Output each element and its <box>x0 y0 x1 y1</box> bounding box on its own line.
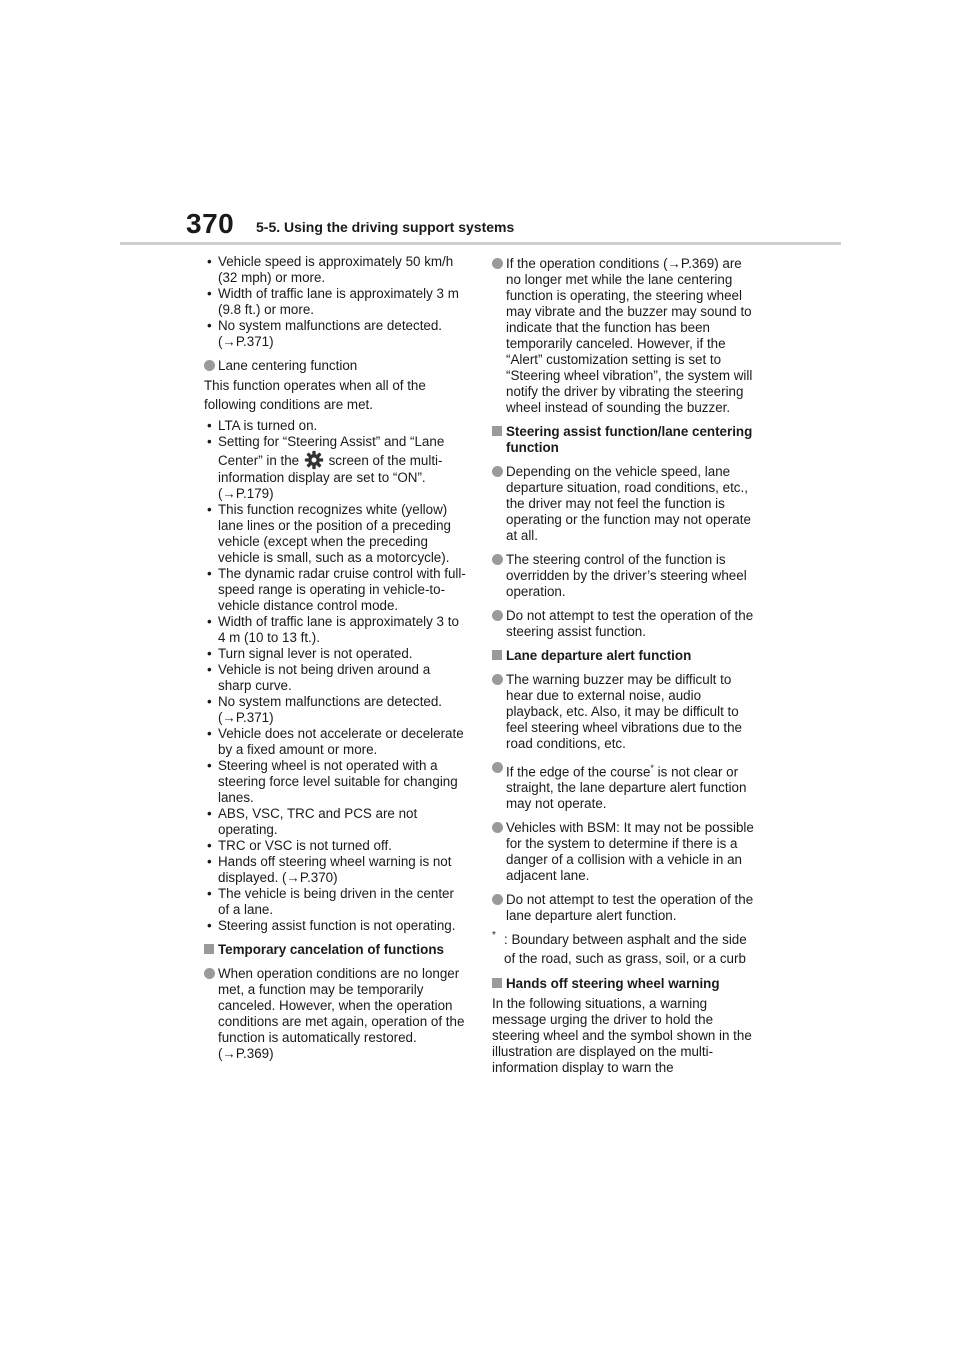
steering-assist-heading: Steering assist function/lane centering function <box>492 424 754 456</box>
operation-conditions-note: If the operation conditions (→P.369) are no longer met while the lane centering function is operating, the steering wheel may vibrate and the buzzer may sound to indicate that the function has been temporarily canceled. However, if the “Alert” customization setting is set to “Steering wheel vibration”, the system will notify the driver by vibrating the steering wheel instead of sounding the buzzer. <box>492 256 754 416</box>
list-item: • Width of traffic lane is approximately 3 m (9.8 ft.) or more. <box>204 286 466 318</box>
list-item: • Vehicle does not accelerate or decelerate by a fixed amount or more. <box>204 726 466 758</box>
list-item: • Steering wheel is not operated with a steering force level suitable for changing lanes. <box>204 758 466 806</box>
lane-centering-heading: Lane centering function <box>204 358 466 374</box>
list-item: • The vehicle is being driven in the center of a lane. <box>204 886 466 918</box>
list-item: • Steering assist function is not operating. <box>204 918 466 934</box>
note-text-start: If the edge of the course <box>506 764 651 780</box>
list-item: • LTA is turned on. <box>204 418 466 434</box>
page-number: 370 <box>186 208 235 239</box>
lane-departure-note: Vehicles with BSM: It may not be possible for the system to determine if there is a danger of a collision with a vehicle in an adjacent lane. <box>492 820 754 884</box>
lane-departure-note: Do not attempt to test the operation of the lane departure alert function. <box>492 892 754 924</box>
left-column <box>204 254 466 1062</box>
list-item: • Turn signal lever is not operated. <box>204 646 466 662</box>
footnote <box>492 930 754 968</box>
hands-off-heading: Hands off steering wheel warning <box>492 976 754 992</box>
steering-note: Do not attempt to test the operation of the steering assist function. <box>492 608 754 640</box>
right-column <box>492 254 754 1076</box>
temp-cancel-text: When operation conditions are no longer met, a function may be temporarily canceled. However, when the operation conditions are met again, operation of the function is automatically restored. (→P.369) <box>204 966 466 1062</box>
list-item: • No system malfunctions are detected. (→P.371) <box>204 318 466 350</box>
footnote-text: : Boundary between asphalt and the side of the road, such as grass, soil, or a curb <box>504 932 747 967</box>
lane-departure-note: The warning buzzer may be difficult to hear due to external noise, audio playback, etc. Also, it may be difficult to feel steering wheel vibrations due to the road conditions, etc. <box>492 672 754 752</box>
steering-note: The steering control of the function is overridden by the driver’s steering wheel operation. <box>492 552 754 600</box>
list-item: • No system malfunctions are detected. (→P.371) <box>204 694 466 726</box>
list-item: • ABS, VSC, TRC and PCS are not operating. <box>204 806 466 838</box>
header-rule <box>120 242 841 245</box>
list-item: • Vehicle is not being driven around a sharp curve. <box>204 662 466 694</box>
list-item: • Width of traffic lane is approximately 3 to 4 m (10 to 13 ft.). <box>204 614 466 646</box>
temp-cancel-heading: Temporary cancelation of functions <box>204 942 466 958</box>
top-bullet-list <box>204 254 466 350</box>
list-item-text-start: Setting for “Steering Assist” and “Lane Center” in the <box>218 434 445 468</box>
list-item: • Hands off steering wheel warning is not displayed. (→P.370) <box>204 854 466 886</box>
steering-note: Depending on the vehicle speed, lane departure situation, road conditions, etc., the driver may not feel the function is operating or the function may not operate at all. <box>492 464 754 544</box>
hands-off-text: In the following situations, a warning message urging the driver to hold the steering wheel and the symbol shown in the illustration are displayed on the multi-information display to warn the <box>492 996 752 1076</box>
list-item: • TRC or VSC is not turned off. <box>204 838 466 854</box>
lane-departure-heading: Lane departure alert function <box>492 648 754 664</box>
lane-departure-note <box>492 760 754 812</box>
list-item: • This function recognizes white (yellow) lane lines or the position of a preceding vehicle (except when the preceding vehicle is small, such as a motorcycle). <box>204 502 466 566</box>
lane-centering-conditions <box>204 418 466 934</box>
list-item: • The dynamic radar cruise control with full-speed range is operating in vehicle-to-vehicle distance control mode. <box>204 566 466 614</box>
asterisk-mark: * <box>650 763 654 773</box>
note-text-end: is not clear or straight, the lane departure alert function may not operate. <box>506 764 747 812</box>
section-title: 5-5. Using the driving support systems <box>256 219 515 235</box>
list-item-text-end: screen of the multi-information display are set to “ON”. (→P.179) <box>218 453 443 501</box>
lane-centering-intro: This function operates when all of the following conditions are met. <box>204 378 426 412</box>
list-item-with-icon <box>204 434 466 502</box>
gear-icon <box>304 450 324 470</box>
footnote-mark: * <box>492 930 496 942</box>
list-item: • Vehicle speed is approximately 50 km/h (32 mph) or more. <box>204 254 466 286</box>
